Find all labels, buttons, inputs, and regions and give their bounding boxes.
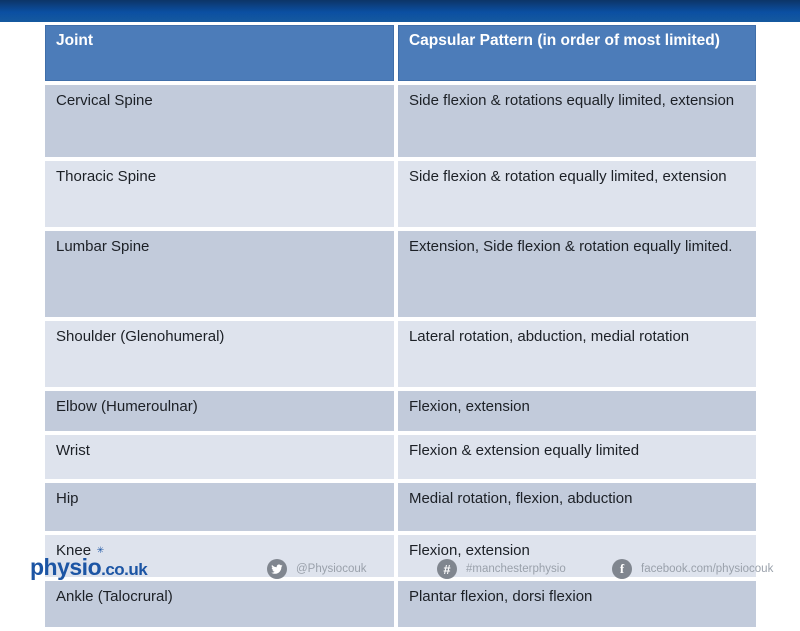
- logo-main: physio ✳: [30, 545, 105, 580]
- footer: [0, 545, 800, 599]
- capsular-pattern-cell: Plantar flexion, dorsi flexion: [398, 581, 756, 627]
- joint-cell: Cervical Spine: [45, 85, 394, 157]
- header-capsular-pattern: Capsular Pattern (in order of most limited): [398, 25, 756, 81]
- table-row: [45, 85, 756, 157]
- hashtag-text: #manchesterphysio: [466, 563, 566, 575]
- hashtag-icon: #: [437, 559, 457, 579]
- table-header-row: [45, 25, 756, 81]
- capsular-pattern-cell: Side flexion & rotation equally limited, extension: [398, 161, 756, 227]
- table-row: [45, 391, 756, 431]
- hashtag-handle: [437, 559, 566, 579]
- capsular-pattern-cell: Lateral rotation, abduction, medial rotation: [398, 321, 756, 387]
- logo-sparkle-icon: ✳: [96, 545, 105, 555]
- top-accent-bar: [0, 0, 800, 22]
- table-row: [45, 231, 756, 317]
- table-row: [45, 161, 756, 227]
- twitter-handle-text: @Physiocouk: [296, 563, 367, 575]
- capsular-pattern-cell: Extension, Side flexion & rotation equally limited.: [398, 231, 756, 317]
- twitter-icon: [267, 559, 287, 579]
- header-joint: Joint: [45, 25, 394, 81]
- joint-cell: Elbow (Humeroulnar): [45, 391, 394, 431]
- joint-cell: Hip: [45, 483, 394, 531]
- facebook-icon: f: [612, 559, 632, 579]
- capsular-pattern-table: [41, 21, 760, 631]
- facebook-url-text: facebook.com/physiocouk: [641, 563, 774, 575]
- capsular-pattern-cell: Medial rotation, flexion, abduction: [398, 483, 756, 531]
- table-row: [45, 483, 756, 531]
- table-row: [45, 435, 756, 479]
- joint-cell: Thoracic Spine: [45, 161, 394, 227]
- twitter-handle: [267, 559, 366, 579]
- joint-cell: Ankle (Talocrural): [45, 581, 394, 627]
- logo-suffix: .co.uk: [101, 560, 148, 579]
- capsular-pattern-cell: Flexion, extension: [398, 391, 756, 431]
- capsular-pattern-cell: Side flexion & rotations equally limited, extension: [398, 85, 756, 157]
- capsular-pattern-cell: Flexion & extension equally limited: [398, 435, 756, 479]
- joint-cell: Shoulder (Glenohumeral): [45, 321, 394, 387]
- capsular-pattern-cell: Flexion, extension: [398, 535, 756, 577]
- joint-cell: Wrist: [45, 435, 394, 479]
- capsular-pattern-table-wrap: [41, 21, 760, 631]
- facebook-handle: [612, 559, 773, 579]
- joint-cell: Lumbar Spine: [45, 231, 394, 317]
- table-row: [45, 321, 756, 387]
- capsular-table-body: [45, 85, 756, 627]
- joint-cell: Knee: [45, 535, 394, 577]
